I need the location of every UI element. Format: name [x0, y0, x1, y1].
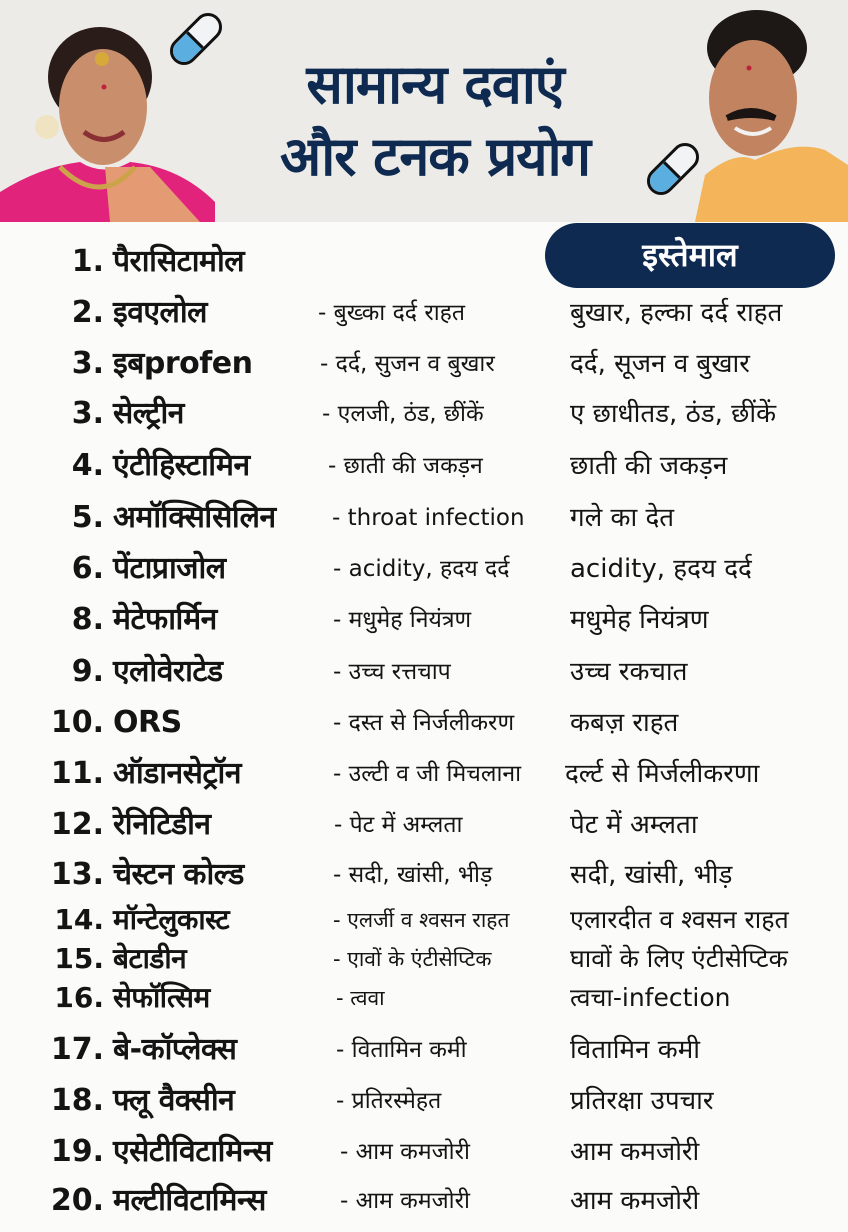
- medicine-usage: एलारदीत व श्वसन राहत: [570, 905, 789, 934]
- medicine-usage: पेट में अम्लता: [570, 810, 698, 840]
- medicine-row: [0, 900, 848, 940]
- usage-column-badge: इस्तेमाल: [545, 223, 835, 288]
- row-number: 3.: [71, 396, 104, 431]
- medicine-name: मेटेफार्मिन: [113, 602, 217, 637]
- medicine-description: - सदी, खांसी, भीड़: [333, 862, 493, 888]
- medicine-usage: मधुमेह नियंत्रण: [570, 605, 709, 635]
- medicine-description: - एावों के एंटीसेप्टिक: [333, 947, 492, 971]
- medicine-row: [0, 446, 848, 486]
- medicine-row: [0, 498, 848, 538]
- medicine-description: - throat infection: [332, 505, 525, 531]
- medicine-name: ORS: [113, 705, 182, 740]
- header-banner: [0, 0, 848, 222]
- row-number: 13.: [50, 857, 104, 892]
- medicine-name: रेनिटिडीन: [113, 807, 211, 842]
- medicine-usage: घावों के लिए एंटीसेप्टिक: [570, 944, 788, 973]
- medicine-row: [0, 978, 848, 1018]
- medicine-description: - मधुमेह नियंत्रण: [333, 607, 472, 633]
- medicine-description: - एलर्जी व श्वसन राहत: [333, 908, 510, 932]
- page-title-line2: और टनक प्रयोग: [279, 125, 591, 188]
- row-number: 3.: [71, 346, 104, 381]
- medicine-description: - दस्त से निर्जलीकरण: [333, 710, 515, 736]
- row-number: 1.: [71, 244, 104, 279]
- row-number: 17.: [50, 1032, 104, 1067]
- medicine-name: एंटीहिस्टामिन: [113, 448, 250, 483]
- row-number: 5.: [71, 500, 104, 535]
- row-number: 8.: [71, 602, 104, 637]
- medicine-row: [0, 344, 848, 384]
- medicine-description: - एलजी, ठंड, छींकें: [322, 401, 484, 427]
- medicine-description: - आम कमजोरी: [340, 1188, 470, 1214]
- medicine-description: - छाती की जकड़न: [328, 453, 483, 479]
- medicine-row: [0, 242, 848, 282]
- row-number: 6.: [71, 551, 104, 586]
- medicine-usage: कबज़ राहत: [570, 708, 679, 738]
- medicine-name: सेल्ट्रीन: [113, 396, 184, 431]
- medicine-name: फ्लू वैक्सीन: [113, 1083, 235, 1118]
- medicine-description: - त्ववा: [336, 986, 385, 1010]
- medicine-row: [0, 394, 848, 434]
- medicine-usage: ए छाधीतड, ठंड, छींकें: [570, 399, 777, 429]
- medicine-name: इवएलोल: [113, 295, 207, 330]
- medicine-name: बेटाडीन: [113, 942, 187, 975]
- medicine-row: [0, 1132, 848, 1172]
- row-number: 10.: [50, 705, 104, 740]
- medicine-row: [0, 600, 848, 640]
- medicine-description: - दर्द, सुजन व बुखार: [320, 351, 495, 377]
- medicine-name: अमॉक्सिसिलिन: [113, 500, 276, 535]
- medicine-name: एलोवेराटेड: [113, 654, 223, 689]
- medicine-name: पेंटाप्राजोल: [113, 551, 226, 586]
- medicine-row: [0, 1181, 848, 1221]
- medicine-row: [0, 703, 848, 743]
- man-illustration: [675, 0, 848, 222]
- medicine-name: मल्टीविटामिन्स: [113, 1183, 266, 1218]
- medicine-row: [0, 754, 848, 794]
- medicine-description: - पेट में अम्लता: [334, 812, 463, 838]
- medicine-usage: बुखार, हल्का दर्द राहत: [570, 298, 783, 328]
- man-portrait: [675, 0, 848, 222]
- row-number: 18.: [50, 1083, 104, 1118]
- row-number: 4.: [71, 448, 104, 483]
- medicine-name: चेस्टन कोल्ड: [113, 857, 244, 892]
- medicine-name: सेफॉत्सिम: [113, 981, 210, 1014]
- medicine-description: - आम कमजोरी: [340, 1139, 470, 1165]
- page-title-line1: सामान्य दवाएं: [306, 53, 564, 116]
- row-number: 16.: [54, 981, 104, 1014]
- row-number: 11.: [50, 756, 104, 791]
- medicine-description: - acidity, हदय दर्द: [333, 556, 510, 582]
- medicine-row: [0, 1081, 848, 1121]
- medicine-name: एसेटीविटामिन्स: [113, 1134, 272, 1169]
- medicine-row: [0, 652, 848, 692]
- medicine-description: - उच्च रत्तचाप: [333, 659, 451, 685]
- medicine-description: - बुख्का दर्द राहत: [318, 300, 466, 326]
- medicine-usage: प्रतिरक्षा उपचार: [570, 1086, 714, 1116]
- medicine-name: मॉन्टेलुकास्ट: [113, 903, 230, 936]
- medicine-usage: दर्ल्ट से मिर्जलीकरणा: [565, 759, 760, 789]
- row-number: 14.: [54, 903, 104, 936]
- medicine-usage: गले का देत: [570, 503, 675, 533]
- medicine-usage: छाती की जकड़न: [570, 451, 728, 481]
- medicine-usage: acidity, हदय दर्द: [570, 554, 752, 584]
- medicine-usage: दर्द, सूजन व बुखार: [570, 349, 750, 379]
- row-number: 19.: [50, 1134, 104, 1169]
- medicine-usage: आम कमजोरी: [570, 1186, 700, 1216]
- medicine-usage: आम कमजोरी: [570, 1137, 700, 1167]
- medicine-row: [0, 549, 848, 589]
- medicine-description: - उल्टी व जी मिचलाना: [333, 761, 522, 787]
- row-number: 15.: [54, 942, 104, 975]
- row-number: 20.: [50, 1183, 104, 1218]
- row-number: 12.: [50, 807, 104, 842]
- medicine-name: इबprofen: [113, 346, 253, 381]
- medicine-usage: वितामिन कमी: [570, 1035, 700, 1065]
- medicine-name: बे-कॉप्लेक्स: [113, 1032, 237, 1067]
- medicine-row: [0, 805, 848, 845]
- row-number: 2.: [71, 295, 104, 330]
- medicine-usage: उच्च रकचात: [570, 657, 688, 687]
- medicine-usage: त्वचा-infection: [570, 983, 731, 1012]
- medicine-row: [0, 293, 848, 333]
- medicine-row: [0, 1030, 848, 1070]
- medicine-name: ऑडानसेट्रॉन: [113, 756, 241, 791]
- medicine-usage: सदी, खांसी, भीड़: [570, 860, 733, 890]
- medicine-description: - प्रतिरस्मेहत: [336, 1088, 442, 1114]
- medicine-description: - वितामिन कमी: [336, 1037, 467, 1063]
- medicine-row: [0, 939, 848, 979]
- row-number: 9.: [71, 654, 104, 689]
- medicine-row: [0, 855, 848, 895]
- medicine-name: पैरासिटामोल: [113, 244, 245, 279]
